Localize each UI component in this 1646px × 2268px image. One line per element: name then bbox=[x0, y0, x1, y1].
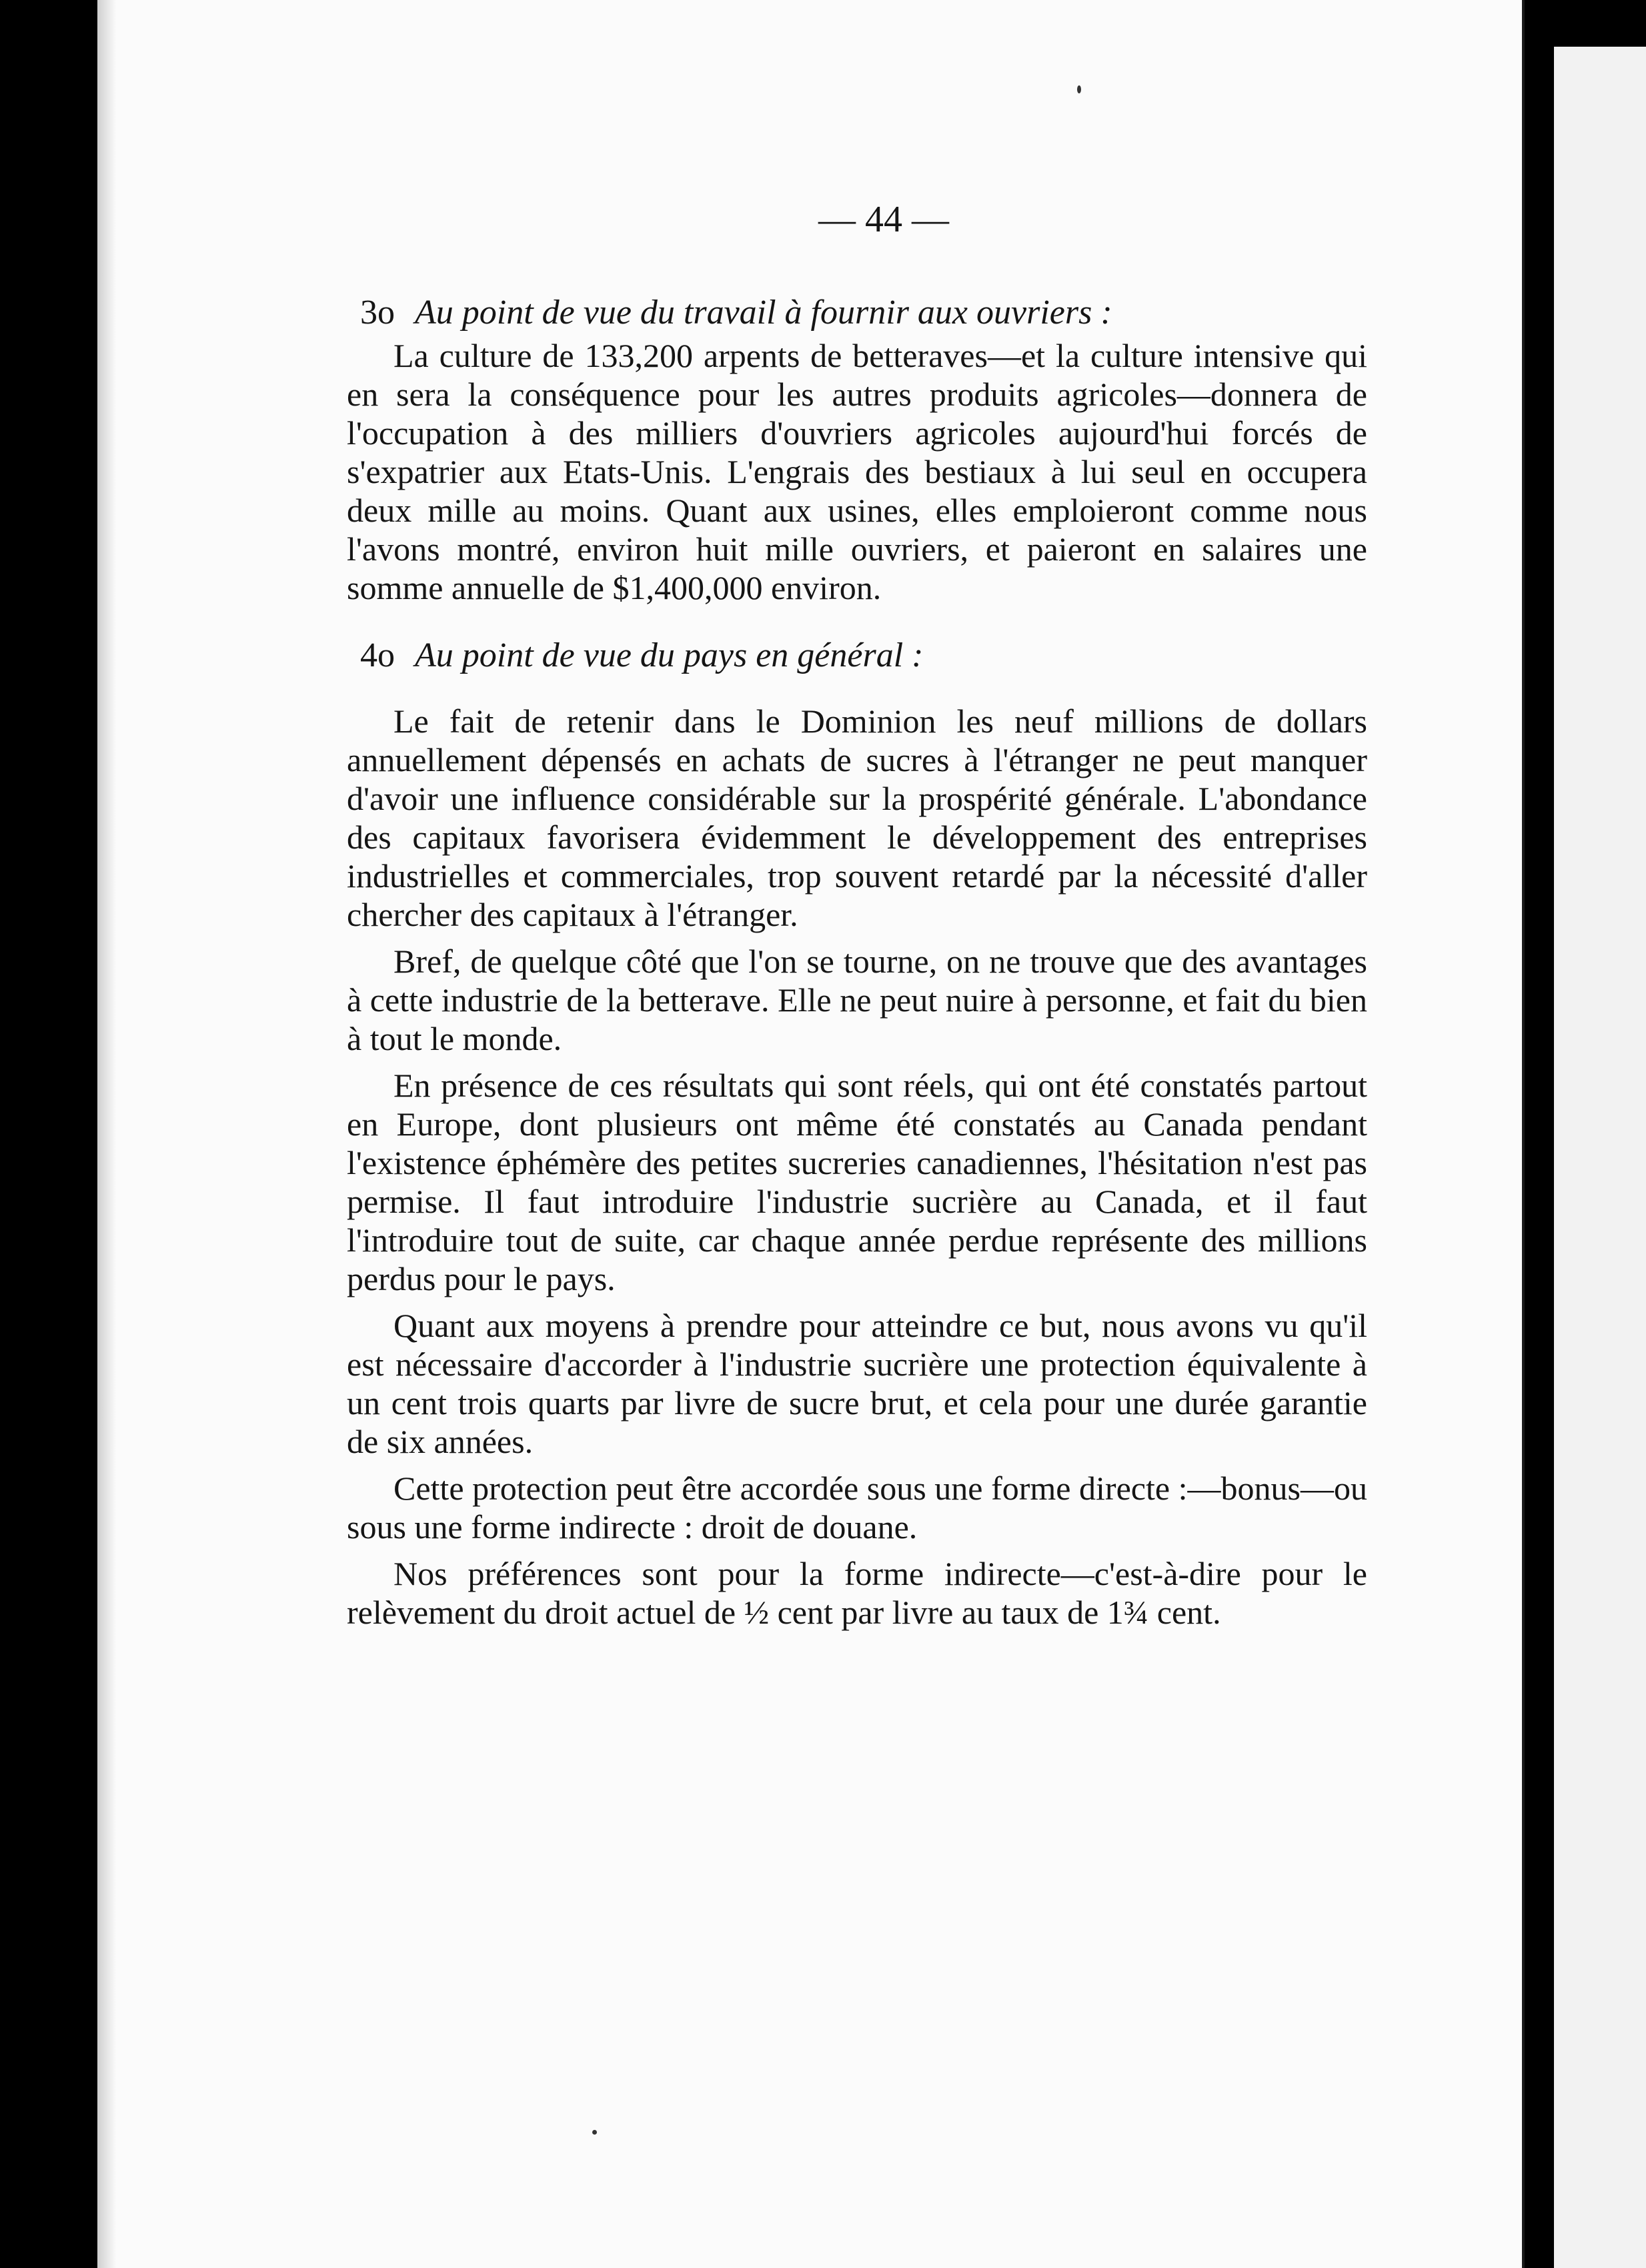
adjacent-page-edge bbox=[1554, 47, 1646, 2268]
section-title: Au point de vue du travail à fournir aux ouvriers : bbox=[415, 294, 1112, 332]
spine-line bbox=[1522, 0, 1525, 2268]
section-number: 3o bbox=[360, 294, 395, 332]
section-number: 4o bbox=[360, 636, 395, 674]
gutter-shadow bbox=[97, 0, 116, 2268]
paragraph: Le fait de retenir dans le Dominion les neuf millions de dollars annuellement dépensés en achats de sucres à l'étranger ne peut manquer d'avoir une influence considérable sur la prospérité générale. L'abondance des capitaux favorisera évidemment le développement des entreprises industrielles et commerciales, trop souvent retardé par la nécessité d'aller chercher des capitaux à l'étranger. bbox=[347, 702, 1367, 933]
section-heading-4 bbox=[360, 636, 1367, 675]
section-title: Au point de vue du pays en général : bbox=[415, 636, 924, 674]
paragraph: La culture de 133,200 arpents de betteraves—et la culture intensive qui en sera la conséquence pour les autres produits agricoles—donnera de l'occupation à des milliers d'ouvriers agricoles aujourd'hui forcés de s'expatrier aux Etats-Unis. L'engrais des bestiaux à lui seul en occupera deux mille au moins. Quant aux usines, elles emploieront comme nous l'avons montré, environ huit mille ouvriers, et paieront en salaires une somme annuelle de $1,400,000 environ. bbox=[347, 337, 1367, 606]
paragraph: En présence de ces résultats qui sont réels, qui ont été constatés partout en Europe, dont plusieurs ont même été constatés au Canada pendant l'existence éphémère des petites sucreries canadiennes, l'hésitation n'est pas permise. Il faut introduire l'industrie sucrière au Canada, et il faut l'introduire tout de suite, car chaque année perdue représente des millions perdus pour le pays. bbox=[347, 1067, 1367, 1297]
paragraph: Quant aux moyens à prendre pour atteindre ce but, nous avons vu qu'il est nécessaire d'accorder à l'industrie sucrière une protection équivalente à un cent trois quarts par livre de sucre brut, et cela pour une durée garantie de six années. bbox=[347, 1307, 1367, 1460]
page-text bbox=[347, 200, 1367, 1640]
scan-speck bbox=[1077, 85, 1081, 93]
paragraph: Nos préférences sont pour la forme indirecte—c'est-à-dire pour le relèvement du droit actuel de ½ cent par livre au taux de 1¾ cent. bbox=[347, 1555, 1367, 1631]
paragraph: Bref, de quelque côté que l'on se tourne, on ne trouve que des avantages à cette industrie de la betterave. Elle ne peut nuire à personne, et fait du bien à tout le monde. bbox=[347, 943, 1367, 1057]
page-number: — 44 — bbox=[818, 199, 949, 240]
scan-speck bbox=[592, 2130, 597, 2135]
paragraph: Cette protection peut être accordée sous une forme directe :—bonus—ou sous une forme indirecte : droit de douane. bbox=[347, 1470, 1367, 1546]
section-heading-3 bbox=[360, 294, 1367, 332]
